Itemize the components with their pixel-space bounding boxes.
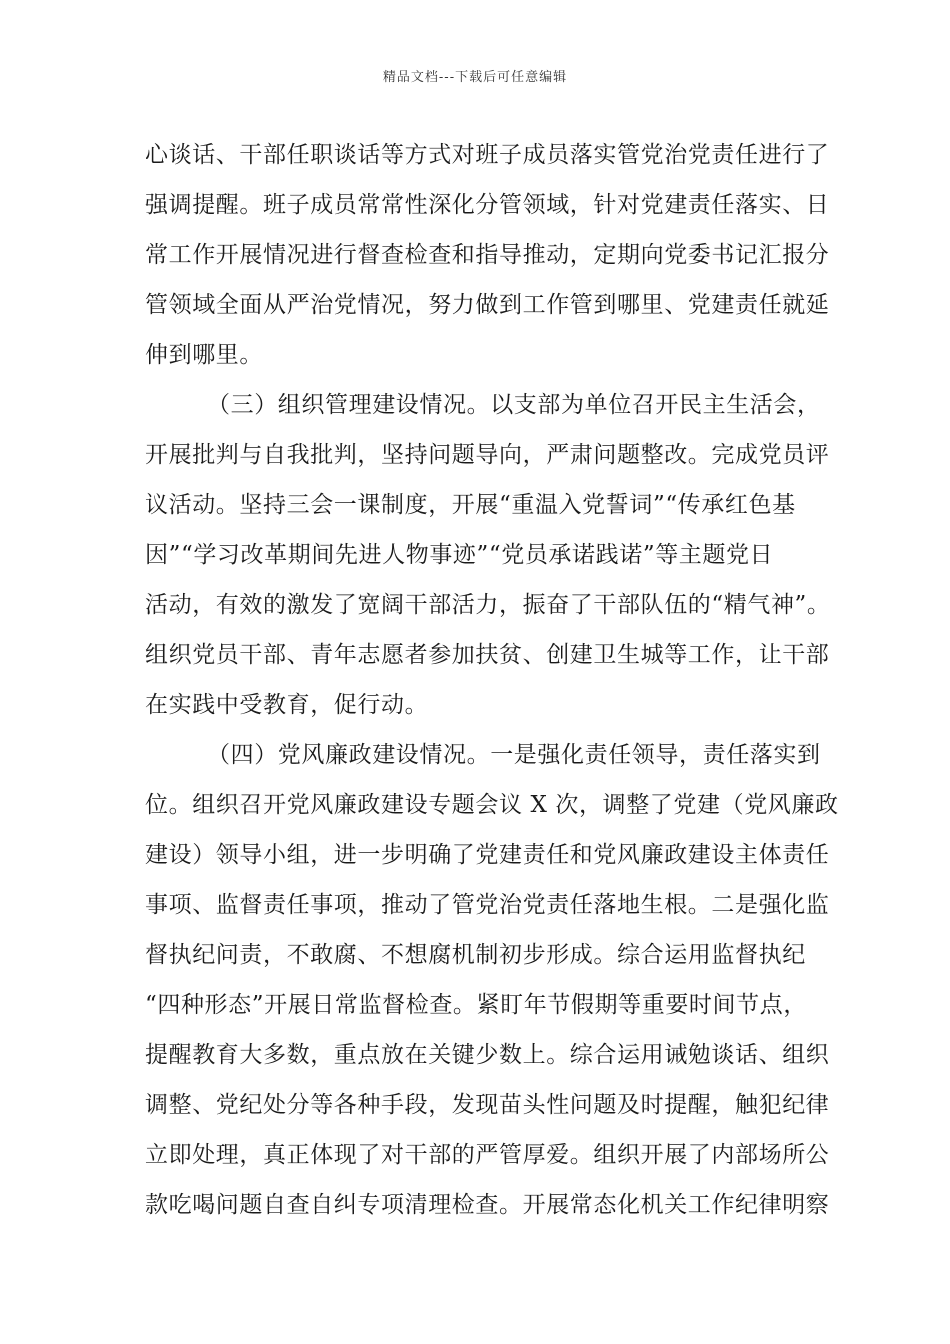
text-line: 建设）领导小组，进一步明确了党建责任和党风廉政建设主体责任: [145, 842, 830, 868]
text-line: 开展批判与自我批判，坚持问题导向，严肃问题整改。完成党员评: [145, 442, 830, 468]
text-line: “四种形态”开展日常监督检查。紧盯年节假期等重要时间节点，: [145, 992, 807, 1018]
text-line: 强调提醒。班子成员常常性深化分管领域，针对党建责任落实、日: [145, 192, 830, 218]
text-line: 议活动。坚持三会一课制度，开展“重温入党誓词”“传承红色基: [145, 492, 796, 518]
text-line: 调整、党纪处分等各种手段，发现苗头性问题及时提醒，触犯纪律: [145, 1092, 830, 1118]
text-line: 伸到哪里。: [145, 342, 263, 368]
text-line: 管领域全面从严治党情况，努力做到工作管到哪里、党建责任就延: [145, 292, 830, 318]
text-line: 立即处理，真正体现了对干部的严管厚爱。组织开展了内部场所公: [145, 1142, 830, 1168]
text-line: 常工作开展情况进行督查检查和指导推动，定期向党委书记汇报分: [145, 242, 830, 268]
text-line: 活动，有效的激发了宽阔干部活力，振奋了干部队伍的“精气神”。: [145, 592, 831, 618]
text-line: 因”“学习改革期间先进人物事迹”“党员承诺践诺”等主题党日: [145, 542, 774, 568]
document-body: [145, 130, 839, 1230]
paragraph-start-line: （三）组织管理建设情况。以支部为单位召开民主生活会，: [207, 392, 821, 418]
text-line: 心谈话、干部任职谈话等方式对班子成员落实管党治党责任进行了: [145, 142, 830, 168]
text-line: 款吃喝问题自查自纠专项清理检查。开展常态化机关工作纪律明察: [145, 1192, 830, 1218]
text-line: 事项、监督责任事项，推动了管党治党责任落地生根。二是强化监: [145, 892, 830, 918]
page-header: 精品文档---下载后可任意编辑: [382, 70, 568, 85]
text-line: 提醒教育大多数，重点放在关键少数上。综合运用诫勉谈话、组织: [145, 1042, 830, 1068]
text-line: 位。组织召开党风廉政建设专题会议 X 次，调整了党建（党风廉政: [145, 792, 839, 818]
text-line: 在实践中受教育，促行动。: [145, 692, 429, 718]
text-line: 督执纪问责，不敢腐、不想腐机制初步形成。综合运用监督执纪: [145, 942, 806, 968]
text-line: 组织党员干部、青年志愿者参加扶贫、创建卫生城等工作，让干部: [145, 642, 830, 668]
paragraph-start-line: （四）党风廉政建设情况。一是强化责任领导，责任落实到: [207, 742, 821, 768]
